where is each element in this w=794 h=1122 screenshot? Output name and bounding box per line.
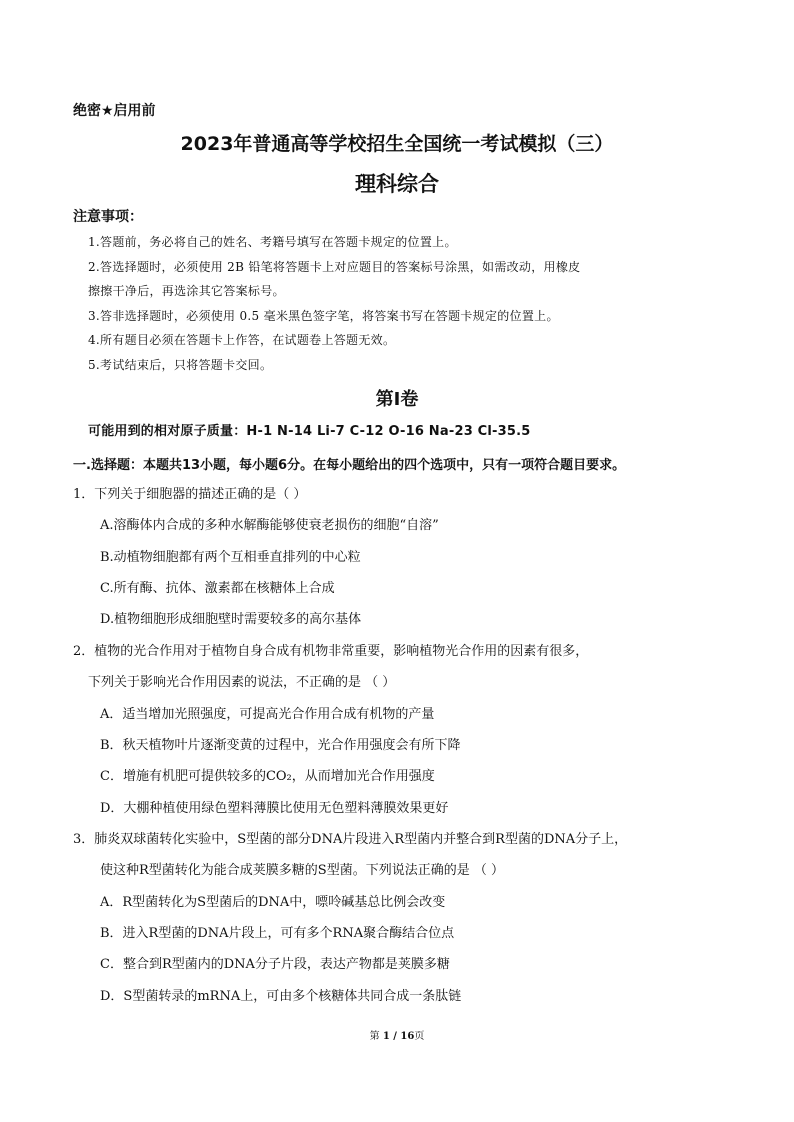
page-footer: [0, 1032, 794, 1042]
question-3-stem: 3．肺炎双球菌转化实验中，S型菌的部分DNA片段进入R型菌内并整合到R型菌的DNA分子上，: [73, 832, 628, 847]
question-3-option-c: C．整合到R型菌内的DNA分子片段，表达产物都是荚膜多糖: [100, 957, 450, 972]
question-1-option-b: B.动植物细胞都有两个互相垂直排列的中心粒: [100, 550, 361, 565]
footer-total-pages: 16: [400, 1031, 415, 1042]
question-2-option-c: C．增施有机肥可提供较多的CO₂，从而增加光合作用强度: [100, 769, 435, 784]
footer-suffix: 页: [414, 1031, 425, 1042]
question-3-stem-cont: 使这种R型菌转化为能合成荚膜多糖的S型菌。下列说法正确的是 （ ）: [100, 863, 504, 878]
subject-title: 理科综合: [355, 172, 439, 196]
question-2-option-b: B．秋天植物叶片逐渐变黄的过程中，光合作用强度会有所下降: [100, 738, 461, 753]
notice-item-4: 4.所有题目必须在答题卡上作答，在试题卷上答题无效。: [88, 333, 396, 347]
notice-item-1: 1.答题前，务必将自己的姓名、考籍号填写在答题卡规定的位置上。: [88, 235, 457, 249]
footer-prefix: 第: [369, 1031, 383, 1042]
question-2-option-a: A．适当增加光照强度，可提高光合作用合成有机物的产量: [100, 707, 435, 722]
notice-item-3: 3.答非选择题时，必须使用 0.5 毫米黑色签字笔，将答案书写在答题卡规定的位置上。: [88, 309, 559, 323]
question-3-option-a: A．R型菌转化为S型菌后的DNA中，嘌呤碱基总比例会改变: [100, 895, 446, 910]
question-1-option-a: A.溶酶体内合成的多种水解酶能够使衰老损伤的细胞“自溶”: [100, 518, 439, 533]
question-1-option-d: D.植物细胞形成细胞壁时需要较多的高尔基体: [100, 612, 362, 627]
footer-current-page: 1: [382, 1031, 390, 1042]
notice-item-2: 2.答选择题时，必须使用 2B 铅笔将答题卡上对应题目的答案标号涂黑，如需改动，用橡皮: [88, 260, 581, 274]
question-3-option-d: D．S型菌转录的mRNA上，可由多个核糖体共同合成一条肽链: [100, 989, 462, 1004]
notice-item-2-cont: 擦擦干净后，再选涂其它答案标号。: [88, 284, 285, 298]
question-1-stem: 1．下列关于细胞器的描述正确的是（ ）: [73, 487, 307, 502]
volume-title: 第Ⅰ卷: [375, 389, 419, 410]
notice-heading: 注意事项：: [73, 209, 143, 225]
question-3-option-b: B．进入R型菌的DNA片段上，可有多个RNA聚合酶结合位点: [100, 926, 455, 941]
exam-title: 2023年普通高等学校招生全国统一考试模拟（三）: [180, 133, 614, 155]
question-1-option-c: C.所有酶、抗体、激素都在核糖体上合成: [100, 581, 335, 596]
section-heading: 一.选择题：本题共13小题，每小题6分。在每小题给出的四个选项中，只有一项符合题目要求。: [73, 458, 626, 473]
atomic-masses: 可能用到的相对原子质量：H-1 N-14 Li-7 C-12 O-16 Na-23 Cl-35.5: [88, 424, 531, 439]
question-2-stem: 2．植物的光合作用对于植物自身合成有机物非常重要，影响植物光合作用的因素有很多，: [73, 644, 589, 659]
secret-mark: 绝密★启用前: [73, 103, 156, 119]
footer-separator: /: [389, 1031, 401, 1042]
question-2-option-d: D．大棚种植使用绿色塑料薄膜比使用无色塑料薄膜效果更好: [100, 801, 449, 816]
notice-item-5: 5.考试结束后，只将答题卡交回。: [88, 358, 273, 372]
question-2-stem-cont: 下列关于影响光合作用因素的说法，不正确的是 （ ）: [88, 675, 396, 690]
